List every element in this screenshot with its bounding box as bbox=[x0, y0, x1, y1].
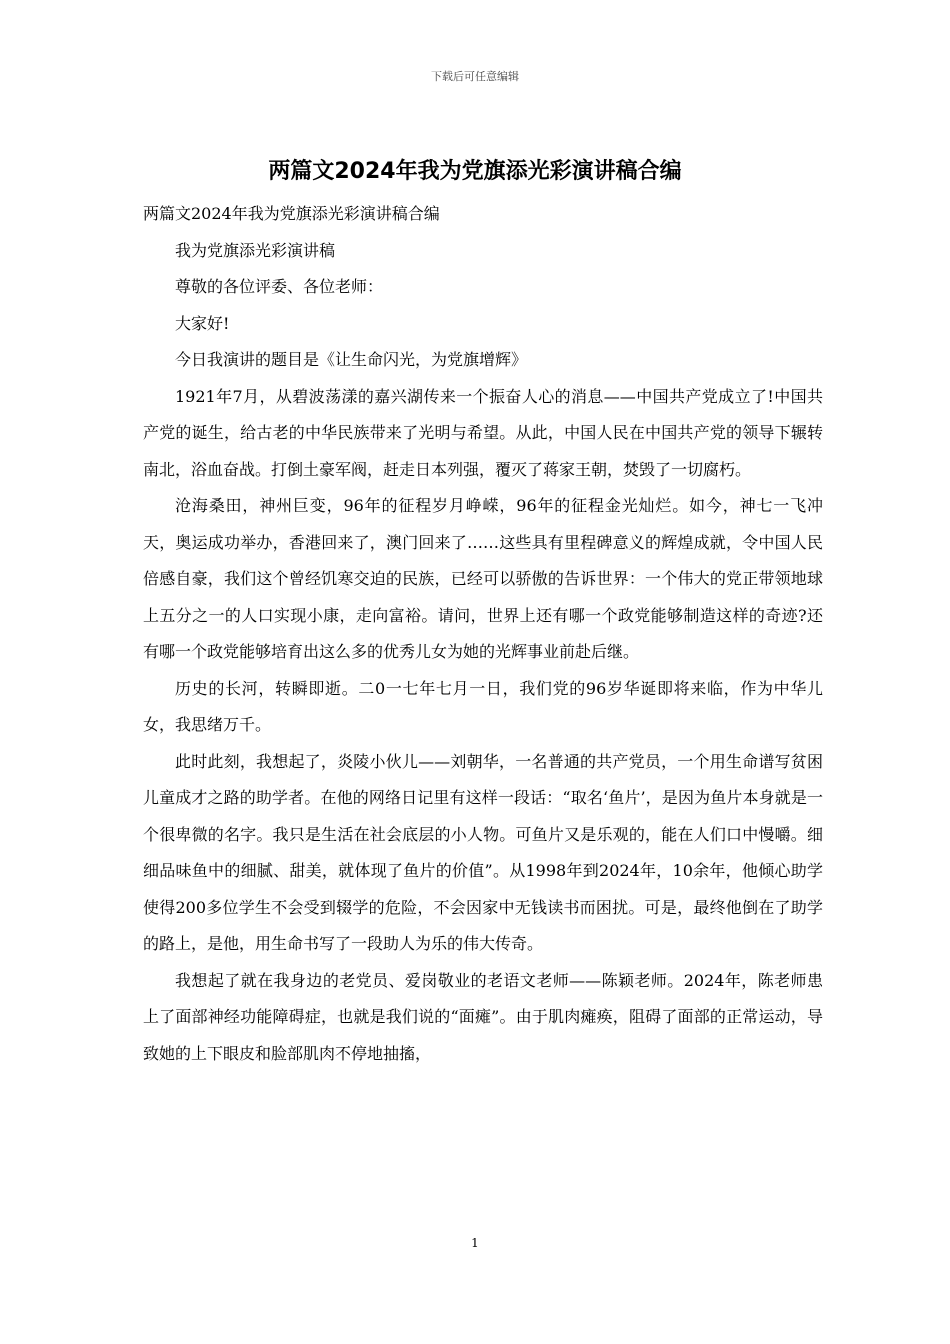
document-body bbox=[143, 196, 823, 1072]
document-title: 两篇文2024年我为党旗添光彩演讲稿合编 bbox=[268, 159, 682, 184]
paragraph: 今日我演讲的题目是《让生命闪光，为党旗增辉》 bbox=[175, 350, 528, 369]
paragraph: 此时此刻，我想起了，炎陵小伙儿——刘朝华，一名普通的共产党员，一个用生命谱写贫困儿童成才之路的助学者。在他的网络日记里有这样一段话：“取名‘鱼片’，是因为鱼片本身就是一个很卑微的名字。我只是生活在社会底层的小人物。可鱼片又是乐观的，能在人们口中慢嚼。细细品味鱼中的细腻、甜美，就体现了鱼片的价值”。从1998年到2024年，10余年，他倾心助学使得200多位学生不会受到辍学的危险，不会因家中无钱读书而困扰。可是，最终他倒在了助学的路上，是他，用生命书写了一段助人为乐的伟大传奇。 bbox=[143, 751, 823, 953]
paragraph: 1921年7月，从碧波荡漾的嘉兴湖传来一个振奋人心的消息——中国共产党成立了!中国共产党的诞生，给古老的中华民族带来了光明与希望。从此，中国人民在中国共产党的领导下辗转南北，浴血奋战。打倒土豪军阀，赶走日本列强，覆灭了蒋家王朝，焚毁了一切腐朽。 bbox=[143, 386, 823, 479]
paragraph: 沧海桑田，神州巨变，96年的征程岁月峥嵘，96年的征程金光灿烂。如今，神七一飞冲天，奥运成功举办，香港回来了，澳门回来了……这些具有里程碑意义的辉煌成就，令中国人民倍感自豪，我们这个曾经饥寒交迫的民族，已经可以骄傲的告诉世界：一个伟大的党正带领地球上五分之一的人口实现小康，走向富裕。请问，世界上还有哪一个政党能够制造这样的奇迹?还有哪一个政党能够培育出这么多的优秀儿女为她的光辉事业前赴后继。 bbox=[143, 496, 823, 661]
paragraph: 历史的长河，转瞬即逝。二0一七年七月一日，我们党的96岁华诞即将来临，作为中华儿女，我思绪万千。 bbox=[143, 678, 823, 734]
paragraph: 我想起了就在我身边的老党员、爱岗敬业的老语文老师——陈颖老师。2024年，陈老师患上了面部神经功能障碍症，也就是我们说的“面瘫”。由于肌肉瘫痪，阻碍了面部的正常运动，导致她的上下眼皮和脸部肌肉不停地抽搐， bbox=[143, 970, 823, 1063]
page-number: 1 bbox=[471, 1236, 479, 1250]
subtitle-line: 两篇文2024年我为党旗添光彩演讲稿合编 bbox=[143, 204, 440, 223]
paragraph: 尊敬的各位评委、各位老师： bbox=[175, 277, 384, 296]
download-note: 下载后可任意编辑 bbox=[431, 70, 519, 83]
paragraph: 大家好! bbox=[175, 313, 230, 333]
paragraph: 我为党旗添光彩演讲稿 bbox=[175, 240, 336, 260]
